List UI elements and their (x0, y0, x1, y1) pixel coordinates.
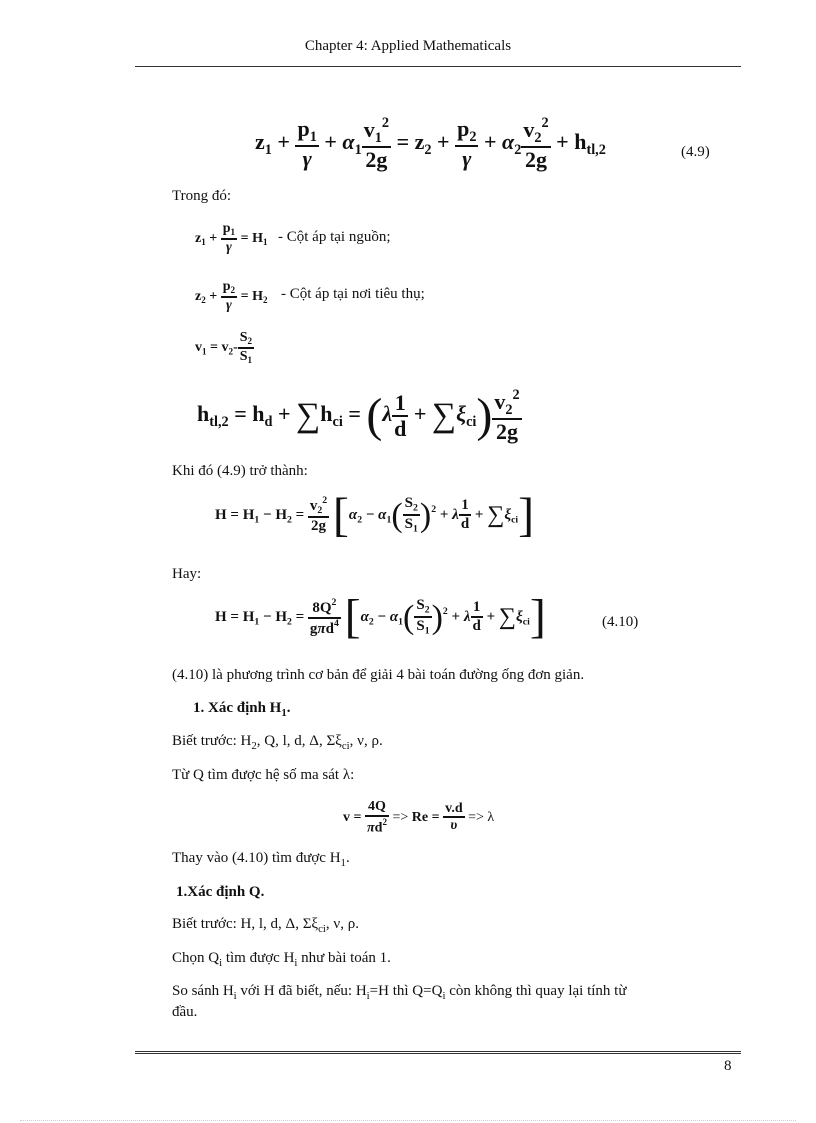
page-header: Chapter 4: Applied Mathematicals (304, 38, 512, 54)
basic-equation-text: (4.10) là phương trình cơ bản để giải 4 bài toán đường ống đơn giản. (172, 667, 585, 683)
trong-do-label: Trong đó: (172, 188, 232, 204)
head-loss-equation: $h_{tl,2} = h_d + \sum h_{ci} = (\lambda$ $\frac{1}{d}$ + $\sum\xi_{ci}$) $\frac{v_2^2}{2g}$ (197, 387, 520, 444)
h1-definition: $z_1$ + $\frac{p_1}{\gamma}$ = $H_1$ (195, 221, 268, 255)
compare-text-line2: đầu. (172, 1004, 198, 1020)
choose-q-text: Chọn $Q_i$ tìm được $H_i$ như bài toán 1. (172, 950, 391, 969)
h2-description: - Cột áp tại nơi tiêu thụ; (281, 286, 425, 302)
hay-label: Hay: (172, 566, 202, 582)
compare-text: So sánh $H_i$ với H đã biết, nếu: $H_i=H$ thì $Q=Q_i$ còn không thì quay lại tính từ (172, 983, 627, 1002)
h2-definition: $z_2$ + $\frac{p_2}{\gamma}$ = $H_2$ (195, 279, 268, 313)
page-number: 8 (724, 1058, 732, 1074)
friction-text: Từ Q tìm được hệ số ma sát λ: (172, 767, 355, 783)
header-rule (135, 66, 741, 67)
equation-number-4-9: (4.9) (681, 144, 710, 160)
total-head-equation: $H = H_1 - H_2$ = $\frac{v_2^2}{2g}$ [$\alpha_2 - \alpha_1$( $\frac{S_2}{S_1}$ )$^2$ + λ $\frac{1}{d}$ + $\sum\xi_{ci}$] (215, 488, 535, 542)
equation-4-10: $H = H_1 - H_2$ = $\frac{8Q^2}{g\pi d^4}$ [$\alpha_2 - \alpha_1$( $\frac{S_2}{S_1}$ )$^2$ + λ $\frac{1}{d}$ + $\sum\xi_{ci}$] (215, 590, 546, 644)
reynolds-equation: v = $\frac{4Q}{\pi d^2}$ => Re = $\frac{v.d}{\upsilon}$ => λ (343, 799, 495, 836)
footer-rule (135, 1051, 741, 1054)
section-1-title: 1. Xác định $H_1$. (193, 700, 291, 719)
velocity-relation: $v_1 = v_2-$ $\frac{S_2}{S_1}$ (195, 330, 253, 365)
equation-4-9: $z_1$ + $\frac{p_1}{\gamma}$ + $\alpha_1$ $\frac{v_1^2}{2g}$ = $z_2$ + $\frac{p_2}{\gamma}$ + $\alpha_2$ $\frac{v_2^2}{2g}$ + $h_{tl,2}$ (255, 115, 606, 172)
substitute-text: Thay vào (4.10) tìm được $H_1$. (172, 850, 350, 869)
h1-description: - Cột áp tại nguồn; (278, 229, 391, 245)
khi-do-text: Khi đó (4.9) trở thành: (172, 463, 308, 479)
page-bottom-edge (20, 1120, 796, 1121)
equation-number-4-10: (4.10) (602, 614, 639, 630)
section-2-title: 1.Xác định Q. (176, 884, 265, 900)
section-2-given: Biết trước: H, l, d, Δ, $\Sigma\xi_{ci}$, ν, ρ. (172, 916, 359, 935)
section-1-given: Biết trước: $H_2$, Q, l, d, Δ, $\Sigma\xi_{ci}$, ν, ρ. (172, 733, 383, 752)
